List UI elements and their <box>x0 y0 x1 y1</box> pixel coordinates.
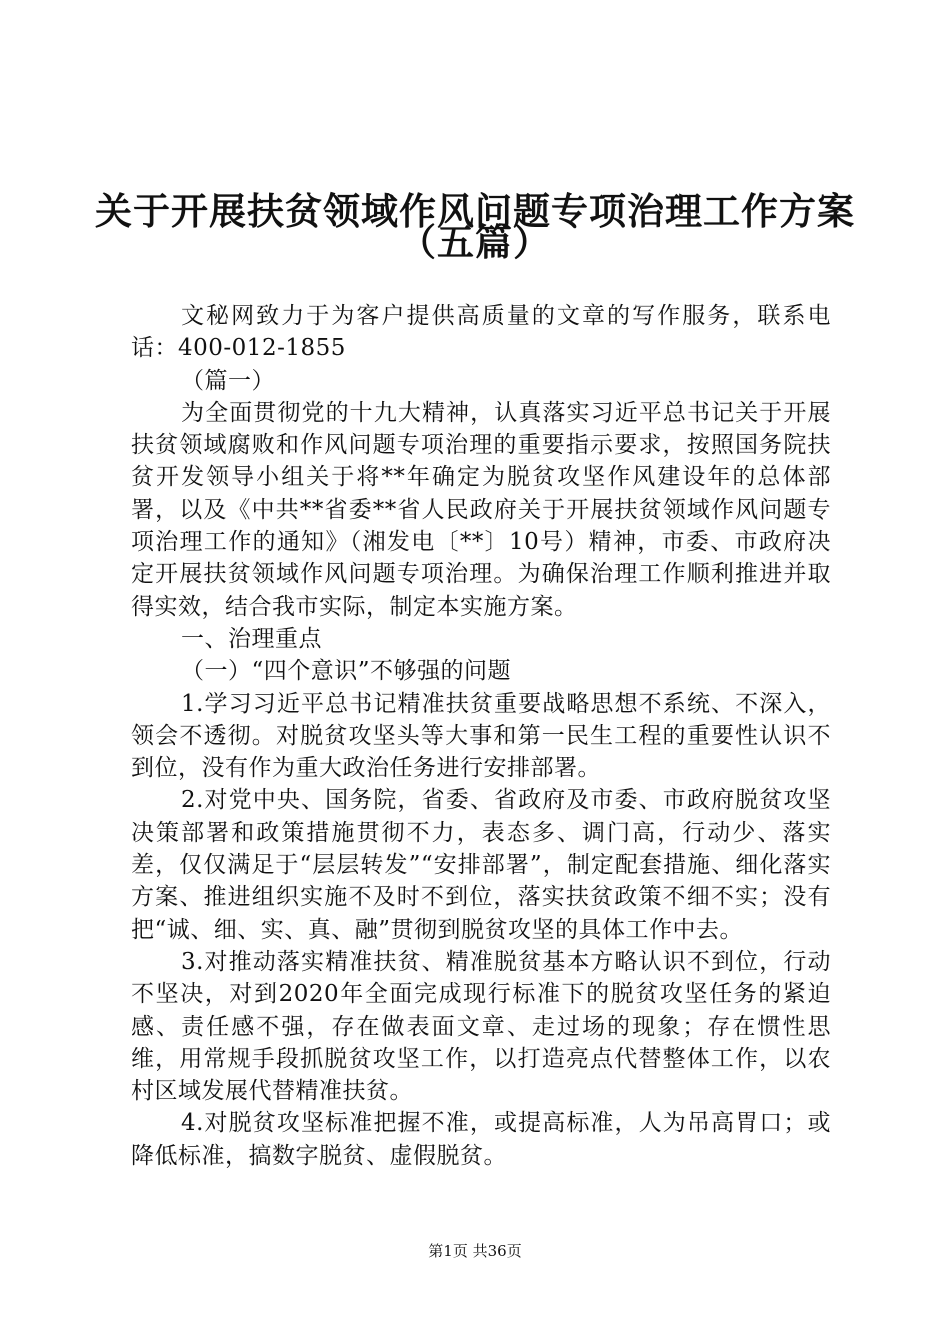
list-item: 4.对脱贫攻坚标准把握不准，或提高标准，人为吊高胃口；或降低标准，搞数字脱贫、虚假脱贫。 <box>131 1110 831 1169</box>
document-title: 关于开展扶贫领域作风问题专项治理工作方案 <box>95 190 855 233</box>
section-heading: 一、治理重点 <box>181 625 322 652</box>
subsection-heading: （一）“四个意识”不够强的问题 <box>181 658 512 685</box>
list-item: 3.对推动落实精准扶贫、精准脱贫基本方略认识不到位，行动不坚决，对到2020年全面完成现行标准下的脱贫攻坚任务的紧迫感、责任感不强，存在做表面文章、走过场的现象；存在惯性思维，用常规手段抓脱贫攻坚工作，以打造亮点代替整体工作，以农村区域发展代替精准扶贫。 <box>131 948 831 1105</box>
paragraph-intro: 为全面贯彻党的十九大精神，认真落实习近平总书记关于开展扶贫领域腐败和作风问题专项治理的重要指示要求，按照国务院扶贫开发领导小组关于将**年确定为脱贫攻坚作风建设年的总体部署，以及《中共**省委**省人民政府关于开展扶贫领域作风问题专项治理工作的通知》（湘发电〔**〕10号）精神，市委、市政府决定开展扶贫领域作风问题专项治理。为确保治理工作顺利推进并取得实效，结合我市实际，制定本实施方案。 <box>131 399 831 620</box>
list-item: 2.对党中央、国务院，省委、省政府及市委、市政府脱贫攻坚决策部署和政策措施贯彻不力，表态多、调门高，行动少、落实差，仅仅满足于“层层转发”“安排部署”，制定配套措施、细化落实方案、推进组织实施不及时不到位，落实扶贫政策不细不实；没有把“诚、细、实、真、融”贯彻到脱贫攻坚的具体工作中去。 <box>131 787 831 943</box>
paragraph-part-heading: （篇一） <box>181 367 275 394</box>
page-number-footer: 第1页 共36页 <box>428 1242 522 1260</box>
document-body <box>131 300 831 1172</box>
list-item: 1.学习习近平总书记精准扶贫重要战略思想不系统、不深入，领会不透彻。对脱贫攻坚头等大事和第一民生工程的重要性认识不到位，没有作为重大政治任务进行安排部署。 <box>131 690 831 782</box>
paragraph-contact: 文秘网致力于为客户提供高质量的文章的写作服务，联系电话：400-012-1855 <box>131 303 831 362</box>
document-subtitle: （五篇） <box>399 221 551 264</box>
